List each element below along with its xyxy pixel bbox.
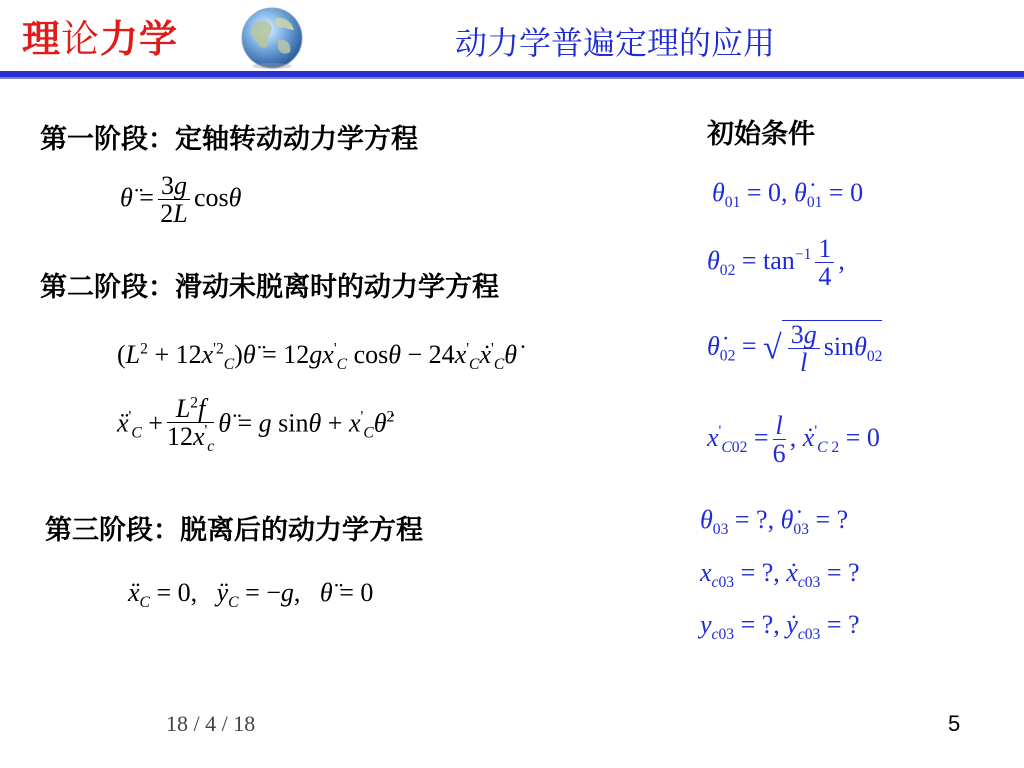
header-divider-shadow [0, 77, 1024, 79]
equation-stage3: ẍ$_C$ = 0, $ÿ_C = -g$, θ̈ = 0 [128, 578, 374, 612]
ic-theta02: $\theta_{02} = \tan^{-1}$ $\frac{1}{4}$ , [707, 234, 845, 292]
slide-title: 动力学普遍定理的应用 [455, 24, 776, 62]
logo [22, 8, 178, 63]
equation-stage2-b: ẍ'$_C$ + $\frac{L^2f}{12x'_c}$ θ̈ = g $\sin\theta + x'_C\thetȧ^2$ [117, 394, 395, 456]
logo-char-2: 论 [61, 17, 101, 61]
logo-char-3: 力学 [100, 17, 179, 61]
ic-xc02: $x'_{C02}$ = $\frac{l}{6}$ , ẋ'$_{C 2}$ = 0 [707, 411, 880, 469]
equation-stage1: θ̈ = $\frac{3g}{2L}$ cosθ [120, 171, 242, 229]
ic-theta03: $\theta_{03}$ = ?, $\thetȧ_{03}$ = ? [700, 505, 849, 539]
page-number: 5 [948, 711, 961, 736]
stage2-title: 第二阶段：滑动未脱离时的动力学方程 [40, 272, 499, 303]
stage3-title: 第三阶段：脱离后的动力学方程 [45, 515, 423, 546]
initial-conditions-heading: 初始条件 [707, 119, 815, 150]
ic-theta02-dot: $\thetȧ_{02}$ = √ $\frac{3g}{l}$ sinθ$_{02}$ [707, 320, 883, 378]
equation-stage2-a: ($L^2$ + $12x^{'2}_C)\thetä = 12gx'_C$ $\cos\theta - 24x'_Cẋ'_C\thetȧ$ [117, 340, 517, 374]
ic-theta01: $\theta_{01} = 0$, $\thetȧ_{01} = 0$ [712, 178, 864, 212]
logo-char-1: 理 [22, 17, 62, 61]
ic-xc03: $x_{c03}$ = ?, ẋ$_{c03}$ = ? [700, 558, 860, 592]
ic-yc03: $y_{c03}$ = ?, ẏ$_{c03}$ = ? [700, 610, 860, 644]
footer-date: 18 / 4 / 18 [166, 711, 256, 736]
globe-icon [238, 4, 306, 70]
stage1-title: 第一阶段：定轴转动动力学方程 [40, 124, 418, 155]
